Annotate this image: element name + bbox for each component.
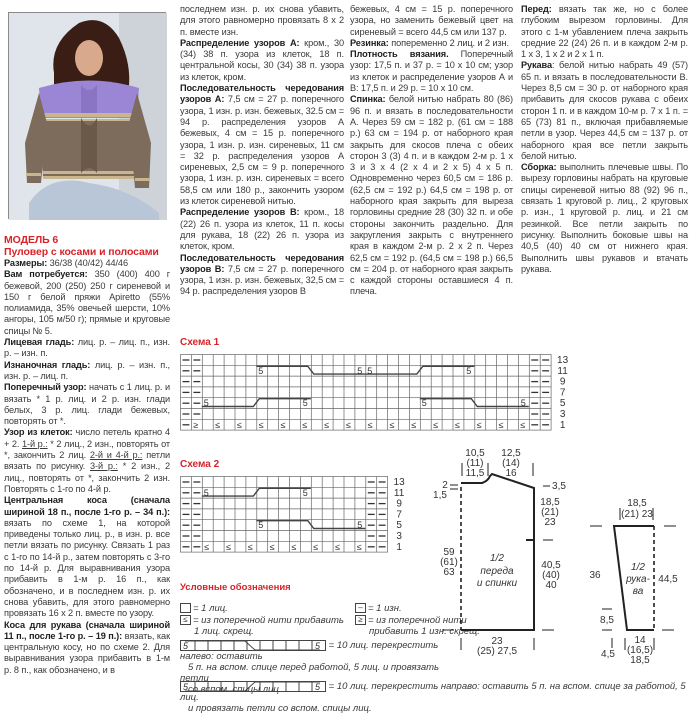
text-column-2 <box>180 4 344 298</box>
increase-knit-mark: ≤ <box>411 419 417 430</box>
increase-knit-mark: ≤ <box>258 419 264 430</box>
width-dim-1: 23 <box>491 636 503 647</box>
cable-number-label: 5 <box>367 365 373 376</box>
top-left-dim-3: 11,5 <box>465 468 485 479</box>
distribution-a-label: Распределение узоров А: <box>180 37 300 48</box>
sleeve-bottom-dim-2: (16,5) <box>626 645 654 656</box>
sweater-illustration <box>9 13 167 220</box>
legend-cable-right-text-1: = 10 лиц. перекрестить направо: оставить 5 п. на вспом. спице за работой, 5 лиц. <box>180 681 686 704</box>
sleeves-paragraph <box>521 60 688 162</box>
row-number-label: 5 <box>396 520 402 532</box>
gauge-text: Поперечный узор: 17,5 п. и 37 р. = 10 х 10 см; узор из клеток и распределение узоров А и В: 17,5 п. и 29 р. = 10 х 10 см. <box>350 49 513 94</box>
model-title: МОДЕЛЬ 6 <box>4 234 59 246</box>
materials-text: 350 (400) 400 г бежевой, 200 (250) 250 г сиреневой и 150 г белой пряжи Apiretto (55% полиамида, 35% овечьей шерсти, 10% ангоры, 105 м/50 г); прямые и круговые спицы № 5. <box>4 269 170 336</box>
assembly-text: выполнить плечевые швы. По вырезу горловины набрать на круговые спицы сиреневой нитью 88 (92) 96 п., связать 1 круговой р. лиц., 2 круговых р. изн., 1 круговой р. лиц. и 21 см резинкой. Все петли закрыть по рисунку. Выполнить боковые швы на 40,5 (40) 40 см от нижнего края. Выполнить швы рукавов и втачать рукава. <box>521 162 688 274</box>
row-number-label: 3 <box>396 531 402 542</box>
increase-knit-mark: ≤ <box>433 419 439 430</box>
top-right-dim-1: 12,5 <box>501 448 521 459</box>
legend-title: Условные обозначения <box>180 582 291 593</box>
top-left-dim-1: 10,5 <box>465 448 485 459</box>
shoulder-dim-b: 1,5 <box>433 490 447 501</box>
cable-number-label: 5 <box>357 520 363 531</box>
increase-knit-mark: ≤ <box>324 419 330 430</box>
model-photo <box>8 12 166 219</box>
back-label: Спинка: <box>350 94 386 105</box>
sleeves-text: : белой нитью набрать 49 (57) 65 п. и вязать в последовательности В. Через 8,5 см = 30 р. от наборного края прибавить для скосов рукава с обеих сторон 1 п. и в каждом 10-м р. 7 х 1 п. = 65 (73) 81 п., включая прибавляемые петли в узор. Через 44,5 см = 137 р. от наборного края все петли закрыть белой нитью. <box>521 60 688 161</box>
cable-cross-line <box>256 366 365 374</box>
reverse-stockinette-paragraph <box>4 360 170 383</box>
stockinette-paragraph <box>4 337 170 360</box>
increase-knit-symbol-icon: ≤ <box>180 615 191 625</box>
height-dim-1: 59 <box>443 547 455 558</box>
legend-cable-left-text-3: со вспом. спицы лиц. <box>188 684 282 696</box>
increase-knit-mark: ≤ <box>280 419 286 430</box>
increase-knit-mark: ≤ <box>455 419 460 430</box>
gauge-label: Плотность вязания. <box>350 49 449 60</box>
scheme-1-chart <box>180 354 569 434</box>
check-text-2: * 2 лиц., 2 изн., повторять от *, закончить 2 лиц. <box>4 438 170 461</box>
legend-inc-purl-text-1: = из поперечной нити <box>368 615 467 626</box>
legend-knit <box>180 603 228 614</box>
increase-purl-mark: ≥ <box>193 419 199 430</box>
sleeve-top-dim-1: 18,5 <box>627 498 647 509</box>
shoulder-dim-c: 3,5 <box>552 481 566 492</box>
front-label: Перед: <box>521 4 552 14</box>
check-text-4: * 2 изн., 2 лиц., повторять от *, закончить 2 изн. Повторять с 1-го по 4-й р. <box>4 461 171 494</box>
model-subtitle: Пуловер с косами и полосами <box>4 246 159 258</box>
top-left-dim-2: (11) <box>466 458 484 469</box>
body-outline <box>461 474 534 630</box>
sleeve-cable-text: вязать, как центральную косу, но по схеме 2. Для выравнивания узора прибавить в 1-м р. 8 п., как обозначено, и в <box>4 630 170 675</box>
distribution-b-label: Распределение узоров В: <box>180 207 300 218</box>
central-cable-label: Центральная коса (сначала шириной 18 п., после 1-го р. – 34 п.): <box>4 495 170 517</box>
sequence-a-label: Последовательность чередования узоров А: <box>180 83 344 105</box>
legend-knit-text: = 1 лиц. <box>193 603 228 614</box>
sleeve-cable-paragraph <box>4 620 170 676</box>
sizes-text: 36/38 (40/42) 44/46 <box>47 258 128 268</box>
reverse-stockinette-text: лиц. р. – изн. п., изн. р. – лиц. п. <box>4 359 170 381</box>
increase-knit-mark: ≤ <box>302 419 308 430</box>
row-number-label: 5 <box>559 398 566 410</box>
cable-cross-line <box>256 521 365 529</box>
distribution-a-paragraph <box>180 38 344 83</box>
front-paragraph <box>521 4 688 60</box>
top-right-dim-2: (14) <box>502 458 520 469</box>
height-dim-2: (61) <box>440 557 458 568</box>
sleeve-bottom-dim-3: 18,5 <box>630 655 650 666</box>
legend-inc-knit-text-2: 1 лиц. скрещ. <box>194 626 254 637</box>
legend-cable-right-text-2: и провязать петли со вспом. спицы лиц. <box>188 703 372 714</box>
increase-knit-mark: ≤ <box>215 419 221 430</box>
text-column-3 <box>350 4 513 298</box>
assembly-paragraph <box>521 162 688 275</box>
cable-cross-line <box>365 366 474 374</box>
body-schematic <box>433 448 570 673</box>
sequence-b-paragraph <box>180 253 344 298</box>
row-number-label: 11 <box>557 365 568 377</box>
legend-cable-right <box>180 681 690 714</box>
increase-knit-mark: ≤ <box>356 541 362 552</box>
cable-number-label: 5 <box>421 398 427 409</box>
body-label-1: 1/2 <box>490 553 504 564</box>
back-paragraph <box>350 94 513 297</box>
legend-purl-text: = 1 изн. <box>368 603 402 614</box>
sleeve-bottom-dim-1: 14 <box>634 635 646 646</box>
sleeve-top-dim-2: (21) 23 <box>621 509 653 520</box>
cable-number-label: 5 <box>302 487 308 498</box>
legend-cable-left-text-1: = 10 лиц. перекрестить налево: оставить <box>180 640 439 663</box>
cable-left-number-b: 5 <box>315 641 321 651</box>
legend-inc-knit <box>180 615 344 637</box>
cable-right-symbol-icon <box>180 681 326 692</box>
ribbing-paragraph <box>350 38 513 49</box>
row-number-label: 7 <box>396 509 402 521</box>
cable-cross-line <box>202 488 311 496</box>
sizes-paragraph <box>4 258 170 269</box>
increase-knit-mark: ≤ <box>498 419 504 430</box>
cable-number-label: 5 <box>258 365 264 376</box>
width-dim-2: (25) 27,5 <box>476 646 518 657</box>
armhole-dim-2: (21) <box>541 507 559 518</box>
increase-knit-mark: ≤ <box>204 541 210 552</box>
check-row-3-label: 3-й р.: <box>89 461 118 472</box>
sleeve-cuff-dim: 8,5 <box>600 615 614 626</box>
sleeves-label: Рукава <box>521 60 552 71</box>
check-row-2-4-label: 2-й и 4-й р.: <box>89 450 143 461</box>
cable-left-symbol-icon <box>180 640 326 651</box>
legend-purl <box>355 603 402 614</box>
sequence-a-paragraph <box>180 83 344 207</box>
armhole-dim-3: 23 <box>544 517 556 528</box>
increase-knit-mark: ≤ <box>313 541 319 552</box>
check-pattern-label: Узор из клеток: <box>4 427 73 438</box>
assembly-label: Сборка: <box>521 162 557 173</box>
cross-pattern-paragraph <box>4 382 170 427</box>
row-number-label: 7 <box>559 387 566 399</box>
sleeve-cable-label: Коса для рукава (сначала шириной 11 п., после 1-го р. – 19 п.): <box>4 619 170 641</box>
shoulder-dim-a: 2 <box>442 480 448 491</box>
sequence-b-label: Последовательность чередования узоров В: <box>180 252 344 274</box>
front-text: вязать так же, но с более глубоким вырезом горловины. Для этого с 1-м убавлением плеча закрыть средние 22 (24) 26 п. и в каждом 2-м р. 1 х 3, 1 х 2 и 2 х 1 п. <box>521 4 688 60</box>
sequence-b-text: 7,5 см = 27 р. поперечного узора, 1 изн. р. изн. бежевых, 32,5 см = 94 р. распределения узоров В <box>180 263 344 297</box>
body-label-2: переда <box>480 566 514 577</box>
body-label-3: и спинки <box>476 578 518 589</box>
materials-paragraph <box>4 269 170 337</box>
check-text-1: число петель кратно 4 + 2. <box>4 427 170 449</box>
cable-number-label: 5 <box>357 365 363 376</box>
continuation-paragraph: бежевых, 4 см = 15 р. поперечного узора, но заменить бежевый цвет на сиреневый = всего 44,5 см или 137 р. <box>350 4 513 37</box>
top-right-dim-3: 16 <box>505 468 517 479</box>
check-pattern-paragraph <box>4 427 170 495</box>
legend-cable-left-text-2: 5 п. на вспом. спице перед работой, 5 лиц. и провязать петли <box>180 662 440 685</box>
row-number-label: 3 <box>559 409 566 420</box>
sequence-a-text: 7,5 см = 27 р. поперечного узора, 1 изн. р. изн. бежевых, 32.5 см = 94 р. распределения узоров А бежевых, 4 см = 15 р. поперечного узора, 1 изн. р. изн. сиреневых, 11 см = 32 р. распределения узоров А сиреневых, 2,5 см = 9 р. поперечного узора, 1 изн. р. изн. сиреневых = всего 58,5 см или 180 р., закончить узором из клеток сиреневой нитью. <box>180 94 344 207</box>
sleeve-schematic <box>590 500 695 680</box>
knit-symbol-icon <box>180 603 191 613</box>
increase-purl-symbol-icon: ≥ <box>355 615 366 625</box>
continuation-paragraph: последнем изн. р. их снова убавить, для этого равномерно провязать 8 х 2 п. вместе изн. <box>180 4 344 37</box>
sleeve-label-1: 1/2 <box>631 562 645 573</box>
row-number-label: 13 <box>393 477 405 488</box>
scheme-2-chart <box>180 476 420 556</box>
gauge-paragraph <box>350 49 513 94</box>
cable-number-label: 5 <box>466 365 472 376</box>
cable-number-label: 5 <box>302 398 308 409</box>
increase-knit-mark: ≤ <box>269 541 275 552</box>
text-column-1 <box>4 234 170 676</box>
row-number-label: 1 <box>559 419 566 431</box>
cable-cross-line <box>420 399 529 407</box>
cable-cross-line <box>202 399 311 407</box>
increase-knit-mark: ≤ <box>346 419 351 430</box>
central-cable-paragraph <box>4 495 170 619</box>
purl-symbol-icon: – <box>355 603 366 613</box>
increase-knit-mark: ≤ <box>367 419 373 430</box>
legend-inc-knit-text-1: = из поперечной нити прибавить <box>193 615 344 626</box>
central-cable-text: вязать по схеме 1, на которой приведены только лиц. р., в изн. р. все петли вязать по рисунку. Связать 1 раз с 1-го по 14-й р., затем повторять с 3-го по 14-й р. Для выравнивания узора прибавить в 1-м р. 16 п., как обозначено, и в последнем изн. р. их снова убавить, для этого равномерно провязать 16 х 2 п. вместе по узору. <box>4 517 170 619</box>
cable-right-number-a: 5 <box>183 682 189 692</box>
row-number-label: 9 <box>396 498 402 510</box>
scheme-2-title: Схема 2 <box>180 459 220 470</box>
row-number-label: 13 <box>557 355 569 366</box>
text-column-4 <box>521 4 688 275</box>
row-number-label: 1 <box>396 541 402 553</box>
sleeve-total-dim: 44,5 <box>658 574 678 585</box>
side-dim-1: 40,5 <box>541 560 561 571</box>
increase-knit-mark: ≤ <box>335 541 341 552</box>
row-number-label: 9 <box>559 376 566 388</box>
legend-inc-purl-text-2: прибавить 1 изн. скрещ. <box>369 626 480 637</box>
increase-knit-mark: ≤ <box>247 541 253 552</box>
back-text: белой нитью набрать 80 (86) 96 п. и вязать в последовательности А. Через 59 см = 182 р. (61 см = 188 р.) 63 см = 194 р. от наборного края закрыть для скосов плеча с обеих сторон 3 (3) 4 п. и в каждом 2-м р. 1 х 3 и 3 х 4 (2 х 4 и 2 х 5) 4 х 5 п. Одновременно через 60,5 см = 186 р. (62,5 см = 192 р.) 64,5 см = 198 р. от наборного края закрыть для выреза горловины средние 28 (30) 32 п. и обе стороны закончить раздельно. Для закругления закрыть с внутреннего края в каждом 2-м р. 2 х 2 п. Через 62,5 см = 192 р. (64,5 см = 198 р.) 66,5 см = 204 р. от наборного края закрыть с каждой стороны оставшиеся 4 п. плеча. <box>350 94 513 297</box>
cross-pattern-text: начать с 1 лиц. р. и вязать * 1 р. лиц. и 2 р. изн. глади белых, 3 р. лиц. глади бежевых, повторять от *. <box>4 382 170 427</box>
check-text-3: петли вязать по рисунку. <box>4 450 170 472</box>
armhole-dim-1: 18,5 <box>540 497 560 508</box>
cable-right-number-b: 5 <box>315 682 321 692</box>
cable-number-label: 5 <box>203 398 209 409</box>
increase-knit-mark: ≤ <box>476 419 482 430</box>
sleeve-bottom-offset: 4,5 <box>601 649 615 660</box>
sleeve-label-3: ва <box>632 586 644 597</box>
increase-knit-mark: ≤ <box>520 419 526 430</box>
materials-label: Вам потребуется: <box>4 269 88 280</box>
distribution-a-text: кром., 30 (34) 38 п. узора из клеток, 18 п. центральной косы, 30 (34) 38 п. узора из клеток, кром. <box>180 37 344 82</box>
distribution-b-paragraph <box>180 207 344 252</box>
sizes-label: Размеры: <box>4 258 48 268</box>
increase-knit-mark: ≤ <box>291 541 297 552</box>
cable-number-label: 5 <box>258 520 264 531</box>
ribbing-label: Резинка: <box>350 37 389 48</box>
stockinette-text: лиц. р. – лиц. п., изн. р. – изн. п. <box>4 337 170 359</box>
chart-grid <box>181 355 552 431</box>
cable-left-number-a: 5 <box>183 641 189 651</box>
increase-knit-mark: ≤ <box>237 419 242 430</box>
scheme-1-title: Схема 1 <box>180 337 220 348</box>
cable-number-label: 5 <box>520 398 526 409</box>
ribbing-text: попеременно 2 лиц. и 2 изн. <box>388 37 509 48</box>
reverse-stockinette-label: Изнаночная гладь: <box>4 359 91 370</box>
distribution-b-text: кром., 18 (22) 26 п. узора из клеток, 11 п. косы для рукава, 18 (22) 26 п. узора из клеток, кром. <box>180 207 344 252</box>
row-number-label: 11 <box>393 487 405 499</box>
increase-knit-mark: ≤ <box>389 419 395 430</box>
height-dim-3: 63 <box>443 567 455 578</box>
side-dim-2: (40) <box>542 570 560 581</box>
side-dim-3: 40 <box>545 580 557 591</box>
increase-knit-mark: ≤ <box>226 541 232 552</box>
sleeve-height-dim: 36 <box>589 570 601 581</box>
cross-pattern-label: Поперечный узор: <box>4 382 87 393</box>
sleeve-label-2: рука- <box>626 574 650 585</box>
check-row-1-label: 1-й р.: <box>22 438 48 449</box>
cable-number-label: 5 <box>203 487 209 498</box>
stockinette-label: Лицевая гладь: <box>4 337 75 348</box>
